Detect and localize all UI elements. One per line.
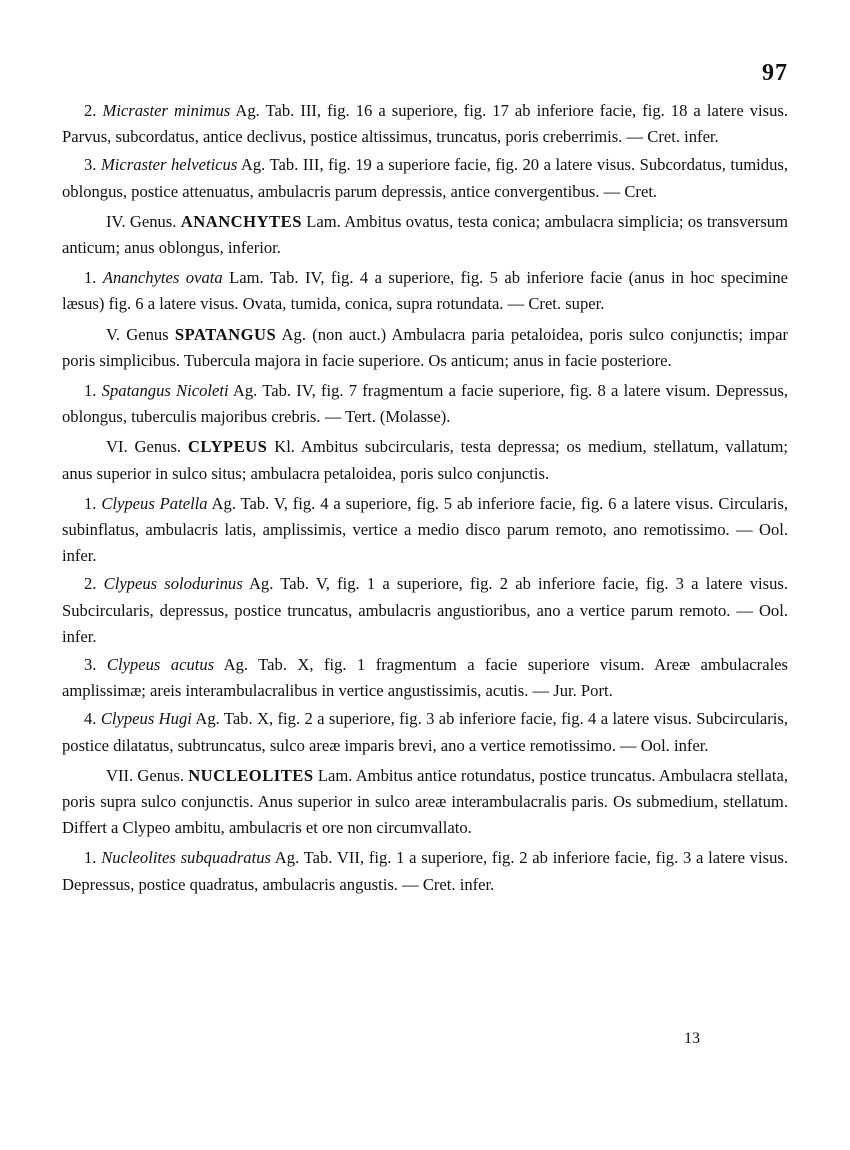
species-entry-clypeus-patella xyxy=(62,491,788,570)
genus-name: NUCLEOLITES xyxy=(188,765,314,785)
entry-text: Lam. Tab. IV, fig. 4 a superiore, fig. 5 ab inferiore facie (anus in hoc specimine læsus) fig. 6 a latere visus. Ovata, tumida, conica, supra rotundata. — Cret. super. xyxy=(62,268,788,314)
entry-number: 3. xyxy=(84,155,97,175)
entry-text: Ag. Tab. X, fig. 2 a superiore, fig. 3 ab inferiore facie, fig. 4 a latere visus. Subcircularis, postice dilatatus, subtruncatus, sulco areæ imparis brevi, ano a vertice remotissimo. — Ool. infer. xyxy=(62,709,789,755)
genus-heading: V. Genus xyxy=(106,324,169,344)
genus-entry-clypeus xyxy=(62,434,788,486)
genus-name: SPATANGUS xyxy=(174,324,277,344)
genus-name: CLYPEUS xyxy=(187,437,268,457)
entry-text: Ag. Tab. III, fig. 19 a superiore facie, fig. 20 a latere visus. Subcordatus, tumidus, oblongus, postice attenuatus, ambulacris parum depressis, antice convergentibus. — Cret. xyxy=(62,155,788,201)
genus-heading: VI. Genus. xyxy=(106,437,182,457)
entry-number: 4. xyxy=(84,709,97,729)
entry-text: Ag. Tab. V, fig. 4 a superiore, fig. 5 ab inferiore facie, fig. 6 a latere visus. Circularis, subinflatus, ambulacris latis, amplissimis, vertice a medio disco parum remoto, ano remotissimo. — Ool. infer. xyxy=(62,493,788,566)
entry-text: Ag. Tab. X, fig. 1 fragmentum a facie superiore visum. Areæ ambulacrales amplissimæ; areis interambulacralibus in vertice angustissimis, acutis. — Jur. Port. xyxy=(62,655,788,701)
species-name: Clypeus Hugi xyxy=(100,709,192,729)
genus-text: Lam. Ambitus antice rotundatus, postice truncatus. Ambulacra stellata, poris supra sulco conjunctis. Anus superior in sulco areæ interambulacralis paris. Os submedium, stellatum. Differt a Clypeo ambitu, ambulacris et ore non circumvallato. xyxy=(62,765,788,838)
species-name: Ananchytes ovata xyxy=(102,268,223,288)
species-name: Micraster minimus xyxy=(102,101,231,120)
genus-entry-spatangus xyxy=(62,322,788,374)
species-name: Clypeus solodurinus xyxy=(103,574,243,594)
species-name: Clypeus Patella xyxy=(101,493,208,513)
genus-entry-ananchytes xyxy=(62,209,788,261)
entry-number: 1. xyxy=(84,848,97,868)
body-text xyxy=(62,98,788,900)
genus-text: Lam. Ambitus ovatus, testa conica; ambulacra simplicia; os transversum anticum; anus oblongus, inferior. xyxy=(62,211,788,258)
entry-number: 3. xyxy=(84,655,97,675)
entry-number: 1. xyxy=(84,493,97,513)
species-entry-micraster-helveticus xyxy=(62,152,788,204)
entry-number: 2. xyxy=(84,574,97,594)
entry-number: 1. xyxy=(84,381,97,401)
species-entry-nucleolites-subquadratus xyxy=(62,845,788,897)
genus-text: Ag. (non auct.) Ambulacra paria petaloidea, poris sulco conjunctis; impar poris simplicibus. Tubercula majora in facie superiore. Os anticum; anus in facie posteriore. xyxy=(62,324,788,370)
signature-mark: 13 xyxy=(684,1030,700,1047)
species-entry-clypeus-hugi xyxy=(62,706,788,758)
entry-number: 1. xyxy=(84,268,97,288)
species-name: Nucleolites subquadratus xyxy=(101,848,271,868)
species-entry-micraster-minimus xyxy=(62,98,788,150)
genus-entry-nucleolites xyxy=(62,763,788,842)
genus-name: ANANCHYTES xyxy=(180,211,302,231)
species-name: Spatangus Nicoleti xyxy=(101,381,229,401)
species-entry-clypeus-solodurinus xyxy=(62,571,788,650)
species-name: Clypeus acutus xyxy=(106,655,215,675)
entry-number: 2. xyxy=(84,101,97,120)
species-name: Micraster helveticus xyxy=(100,155,238,175)
species-entry-spatangus-nicoleti xyxy=(62,378,788,430)
entry-text: Ag. Tab. V, fig. 1 a superiore, fig. 2 ab inferiore facie, fig. 3 a latere visus. Subcircularis, depressus, postice truncatus, ambulacris angustioribus, ano a vertice parum remoto. — Ool. infer. xyxy=(62,574,789,646)
species-entry-clypeus-acutus xyxy=(62,652,788,704)
genus-heading: IV. Genus. xyxy=(106,211,177,231)
genus-text: Kl. Ambitus subcircularis, testa depressa; os medium, stellatum, vallatum; anus superior in sulco situs; ambulacra petaloidea, poris sulco conjunctis. xyxy=(62,437,788,483)
entry-text: Ag. Tab. IV, fig. 7 fragmentum a facie superiore, fig. 8 a latere visum. Depressus, oblongus, tuberculis majoribus crebris. — Tert. (Molasse). xyxy=(62,381,788,427)
genus-heading: VII. Genus. xyxy=(106,765,184,785)
species-entry-ananchytes-ovata xyxy=(62,265,788,317)
entry-text: Ag. Tab. III, fig. 16 a superiore, fig. 17 ab inferiore facie, fig. 18 a latere visus. Parvus, subcordatus, antice declivus, postice altissimus, truncatus, poris creberrimis. — Cret. infer. xyxy=(62,101,788,147)
entry-text: Ag. Tab. VII, fig. 1 a superiore, fig. 2 ab inferiore facie, fig. 3 a latere visus. Depressus, postice quadratus, ambulacris angustis. — Cret. infer. xyxy=(62,848,788,894)
page-number: 97 xyxy=(762,60,788,86)
